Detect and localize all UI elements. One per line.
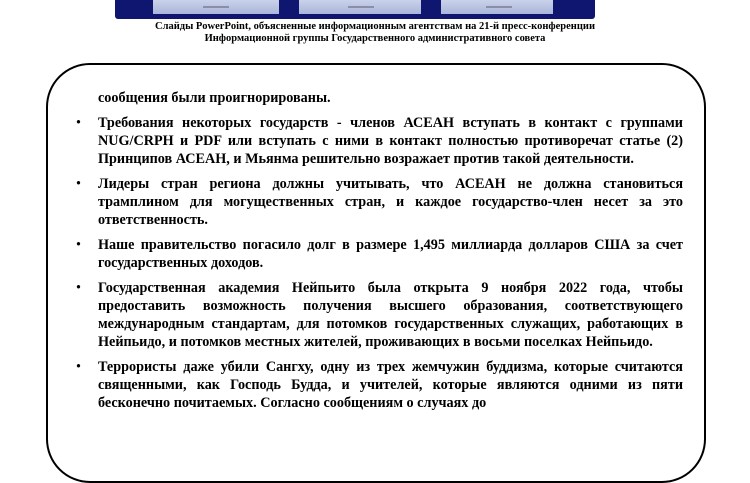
list-item-text: Террористы даже убили Сангху, одну из трех жемчужин буддизма, которые считаются священными, как Господь Будда, и учителей, которые являются одними из пяти бесконечно почитаемых. Согласно сообщениям о случаях до [98, 359, 683, 411]
bullet-list [75, 114, 683, 412]
photo-caption [0, 21, 750, 45]
bullet-list-section [75, 89, 683, 419]
list-item-text: Государственная академия Нейпьито была открыта 9 ноября 2022 года, чтобы предоставить возможность получения высшего образования, соответствующего международным стандартам, для потомков государственных служащих, работающих в Нейпьидо, и потомков местных жителей, проживающих в восьми поселках Нейпьидо. [98, 280, 683, 350]
caption-line-2: Информационной группы Государственного административного совета [204, 33, 546, 44]
list-item [75, 279, 683, 351]
projection-screen-right [441, 0, 553, 14]
caption-line-1: Слайды PowerPoint, объясненные информационным агентствам на 21-й пресс-конференции [154, 21, 595, 32]
bullet-icon: • [76, 176, 81, 192]
bullet-icon: • [76, 280, 81, 296]
bullet-icon: • [76, 237, 81, 253]
list-item-text: Лидеры стран региона должны учитывать, что АСЕАН не должна становиться трамплином для могущественных стран, и каждое государство-член несет за это ответственность. [98, 176, 683, 228]
list-item-text: Наше правительство погасило долг в размере 1,495 миллиарда долларов США за счет государственных доходов. [98, 237, 683, 271]
projection-screen-center [299, 0, 421, 14]
continued-text: сообщения были проигнорированы. [98, 90, 331, 106]
projection-screen-left [153, 0, 279, 14]
list-item-text: Требования некоторых государств - членов АСЕАН вступать в контакт с группами NUG/CRPH и PDF или вступать с ними в контакт полностью противоречат статье (2) Принципов АСЕАН, и Мьянма решительно возражает против такой деятельности. [98, 115, 683, 167]
slide-photo [115, 0, 595, 19]
list-item [75, 358, 683, 412]
list-item [75, 114, 683, 168]
list-item [75, 236, 683, 272]
bullet-icon: • [76, 359, 81, 375]
bullet-icon: • [76, 115, 81, 131]
list-item [75, 175, 683, 229]
